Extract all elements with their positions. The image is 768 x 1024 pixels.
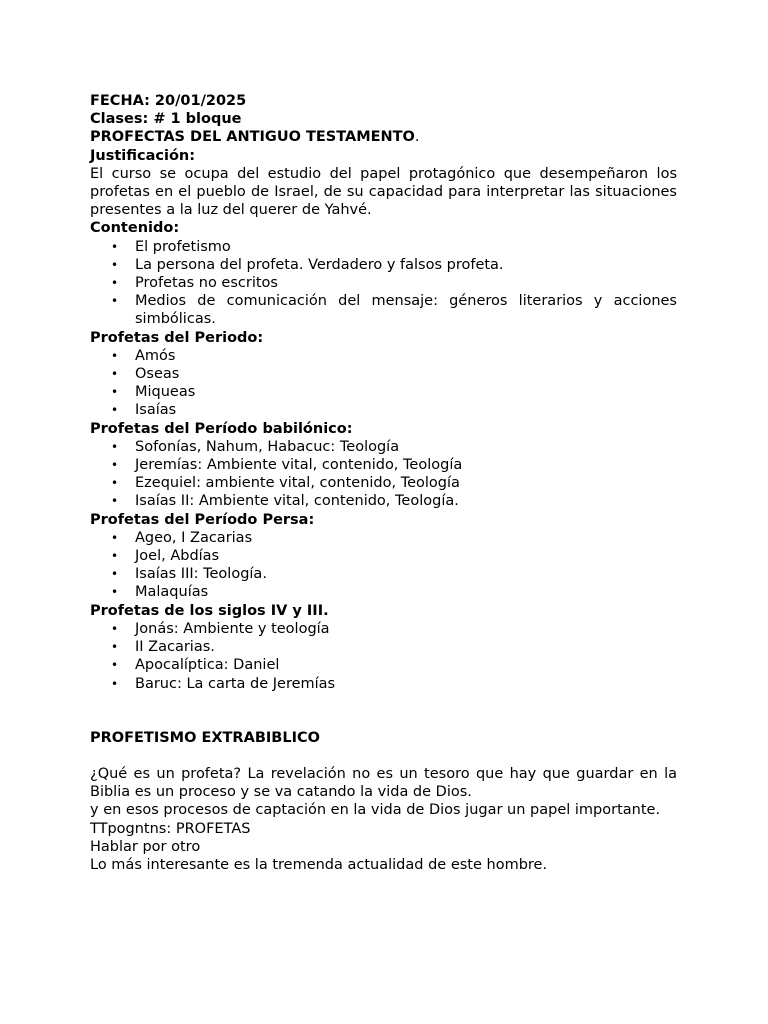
list-item: • Isaías: [111, 402, 177, 419]
period-list: [90, 347, 677, 420]
centuries-heading: Profetas de los siglos IV y III.: [90, 602, 329, 619]
bullet-icon: •: [111, 658, 119, 673]
extrabiblical-paragraph: ¿Qué es un profeta? La revelación no es un tesoro que hay que guardar en la Biblia es un proceso y se va catando la vida de Dios.: [90, 765, 677, 801]
bullet-icon: •: [111, 239, 119, 254]
bullet-icon: •: [111, 276, 119, 291]
bullet-icon: •: [111, 567, 119, 582]
justification-text: El curso se ocupa del estudio del papel protagónico que desempeñaron los profetas en el pueblo de Israel, de su capacidad para interpretar las situaciones presentes a la luz del querer de Yahvé.: [90, 165, 677, 219]
centuries-list: [90, 620, 677, 693]
list-item: • Jeremías: Ambiente vital, contenido, Teología: [111, 457, 463, 474]
persian-list: [90, 529, 677, 602]
list-item: • Miqueas: [111, 384, 196, 401]
list-item: • La persona del profeta. Verdadero y falsos profeta.: [111, 256, 504, 273]
bullet-icon: •: [111, 439, 119, 454]
bullet-icon: •: [111, 458, 119, 473]
bullet-icon: •: [111, 367, 119, 382]
period-heading: Profetas del Periodo:: [90, 329, 264, 346]
bullet-icon: •: [111, 403, 119, 418]
bullet-icon: •: [111, 621, 119, 636]
list-item: • Malaquías: [111, 584, 209, 601]
bullet-icon: •: [111, 585, 119, 600]
extrabiblical-line: Hablar por otro: [90, 838, 201, 855]
list-item: • El profetismo: [111, 238, 231, 255]
spacer: [90, 693, 677, 729]
list-item: • Isaías II: Ambiente vital, contenido, Teología.: [111, 493, 459, 510]
babylonian-list: [90, 438, 677, 511]
list-item: • Baruc: La carta de Jeremías: [111, 675, 336, 692]
course-title-period: .: [414, 129, 420, 146]
bullet-icon: •: [111, 348, 119, 363]
date-line: FECHA: 20/01/2025: [90, 93, 247, 109]
bullet-icon: •: [111, 294, 119, 309]
class-line: Clases: # 1 bloque: [90, 111, 242, 128]
spacer: [90, 747, 677, 765]
content-heading: Contenido:: [90, 220, 180, 237]
extrabiblical-paragraph: y en esos procesos de captación en la vida de Dios jugar un papel importante.: [90, 802, 661, 819]
course-title: PROFECTAS DEL ANTIGUO TESTAMENTO: [90, 129, 415, 146]
bullet-icon: •: [111, 476, 119, 491]
extrabiblical-line: TTpogntns: PROFETAS: [90, 820, 251, 837]
list-item: • Apocalíptica: Daniel: [111, 657, 280, 674]
list-item: • Amós: [111, 347, 176, 364]
course-title-line: [90, 128, 677, 146]
justification-heading: Justificación:: [90, 147, 196, 164]
babylonian-heading: Profetas del Período babilónico:: [90, 420, 353, 437]
persian-heading: Profetas del Período Persa:: [90, 511, 315, 528]
extrabiblical-line: Lo más interesante es la tremenda actualidad de este hombre.: [90, 856, 548, 873]
bullet-icon: •: [111, 494, 119, 509]
list-item: • II Zacarias.: [111, 639, 215, 656]
list-item: • Joel, Abdías: [111, 548, 220, 565]
bullet-icon: •: [111, 549, 119, 564]
content-list: [90, 238, 677, 329]
bullet-icon: •: [111, 640, 119, 655]
list-item: • Oseas: [111, 366, 180, 383]
list-item: • Sofonías, Nahum, Habacuc: Teología: [111, 438, 400, 455]
bullet-icon: •: [111, 530, 119, 545]
list-item: • Ageo, I Zacarias: [111, 529, 253, 546]
list-item: • Profetas no escritos: [111, 275, 278, 292]
list-item: • Jonás: Ambiente y teología: [111, 620, 330, 637]
document-page: [90, 92, 677, 874]
bullet-icon: •: [111, 385, 119, 400]
list-item: • Isaías III: Teología.: [111, 566, 267, 583]
list-item: • Medios de comunicación del mensaje: géneros literarios y acciones simbólicas.: [111, 293, 677, 328]
list-item: • Ezequiel: ambiente vital, contenido, Teología: [111, 475, 460, 492]
extrabiblical-heading: PROFETISMO EXTRABIBLICO: [90, 729, 320, 746]
bullet-icon: •: [111, 676, 119, 691]
bullet-icon: •: [111, 257, 119, 272]
